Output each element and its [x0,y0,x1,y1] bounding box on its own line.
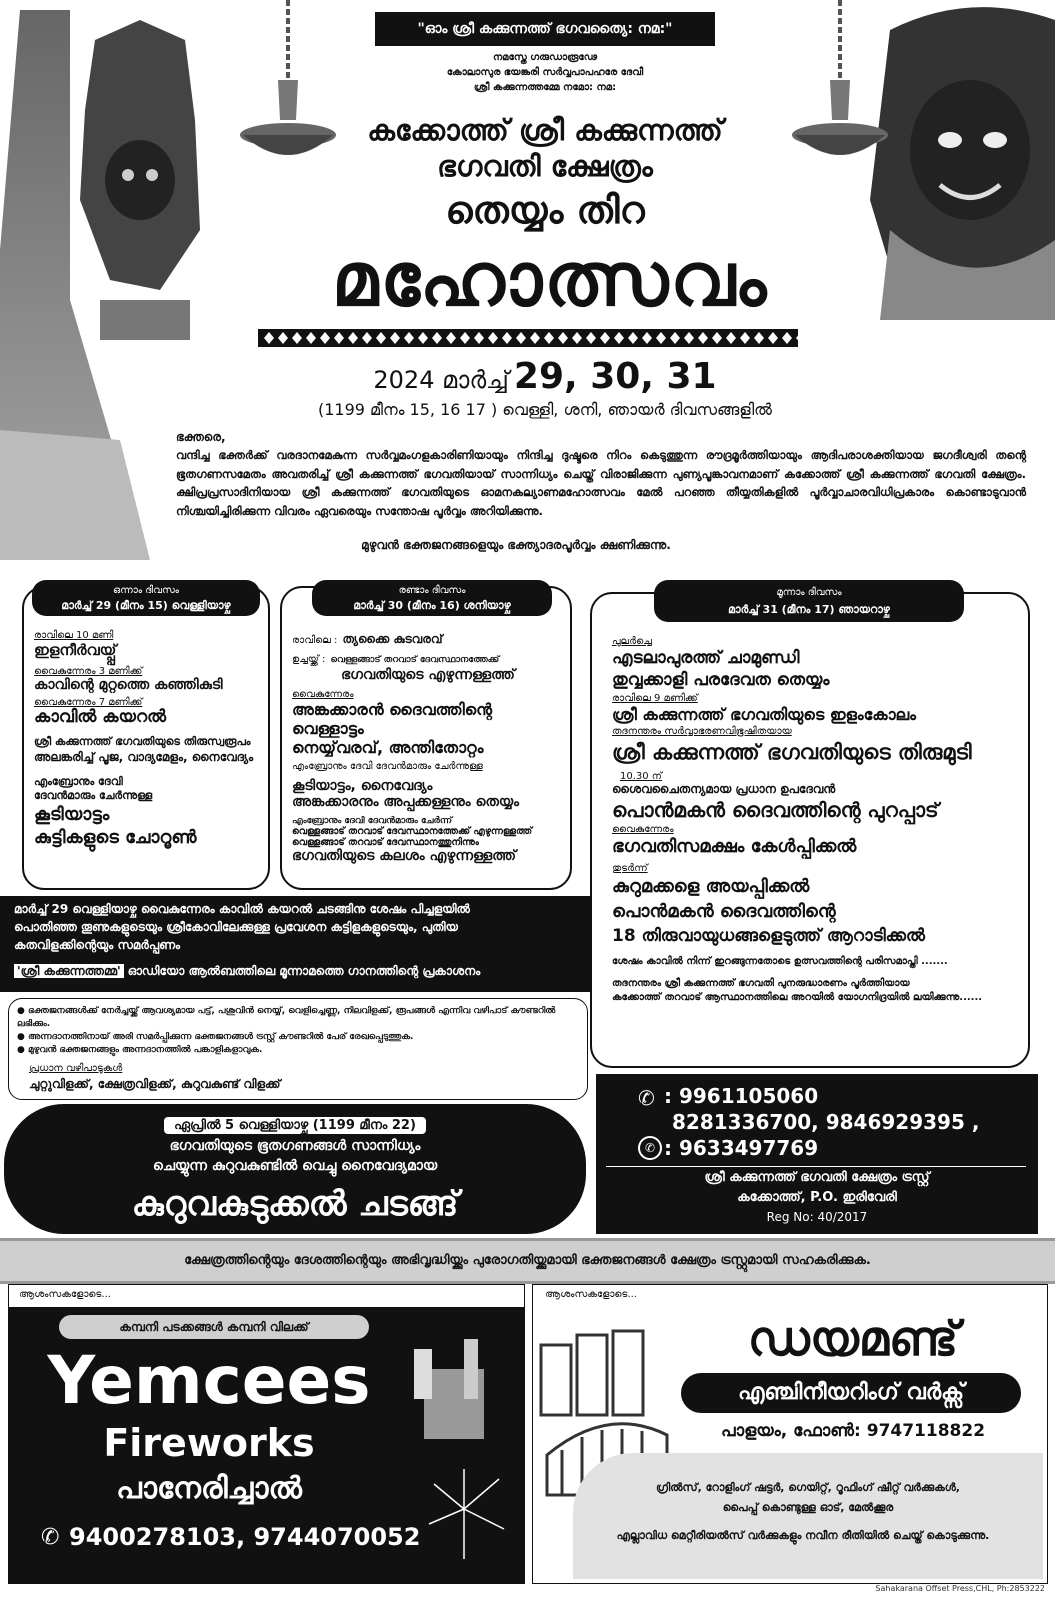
time-label: തദനന്തരം സർവ്വാഭരണവിഭൂഷിതയായ [612,726,792,737]
day3-schedule [612,636,1020,1005]
temple-name [270,112,820,184]
printer-credit: Sahakarana Offset Press,CHL, Ph:2853222 [875,1584,1045,1593]
ad-brand-sub: Fireworks [103,1421,315,1465]
ad-service-line: ഗ്രിൽസ്, റോളിംഗ് ഷട്ടർ, ഗെയിറ്റ്, റൂഫിംഗ് ഷീറ്റ് വർക്കുകൾ, [656,1481,960,1494]
date-days: 29, 30, 31 [513,356,717,397]
ritual-note: എംബ്രോനും ദേവി [34,775,123,788]
ad-greeting: ആശംസകളോടെ... [19,1289,111,1300]
time-label: വൈകുന്നേരം 7 മണിക്ക് [34,697,143,708]
ritual-note: ശൈവചൈതന്യമായ പ്രധാന ഉപദേവൻ [612,782,836,796]
ritual-note: എംബ്രോനും ദേവി ദേവൻമാരും ചേർന്നുള്ള [292,761,483,772]
album-name: 'ശ്രീ കക്കുന്നത്തമ്മ' [14,964,124,978]
consecration-notice [0,896,590,992]
day2-title: രണ്ടാം ദിവസം [398,585,466,596]
day3-header [654,580,964,622]
ritual-item: കാവിന്റെ മുറ്റത്തെ കഞ്ഞികുടി [34,677,223,693]
time-label: പുലർച്ചെ [612,636,652,647]
ritual-item: പൊൻമകൻ ദൈവത്തിന്റെ പുറപ്പാട് [612,798,939,822]
ritual-item: പൊൻമകൻ ദൈവത്തിന്റെ [612,901,836,922]
day1-title: ഒന്നാം ദിവസം [113,585,179,596]
ad-brand: ഡയമണ്ട് [747,1311,959,1367]
time-label: രാവിലെ 9 മണിക്ക് [612,693,698,704]
april-date: ഏപ്രിൽ 5 വെള്ളിയാഴ്ച (1199 മീനം 22) [164,1117,426,1134]
temple-name-line1: കക്കോത്ത് ശ്രീ കക്കുന്നത്ത് [367,113,723,147]
ad-services-panel [573,1453,1043,1579]
ritual-item: അലങ്കരിച്ച് പൂജ, വാദ്യമേളം, നൈവേദ്യം [34,750,254,764]
offering-bullet: ● അന്നദാനത്തിനായ് അരി സമർപ്പിക്കുന്ന ഭക്തജനങ്ങൾ ട്രസ്റ്റ് കൗണ്ടറിൽ പേര് രേഖപ്പെടുത്തുക. [17,1032,414,1042]
ritual-item: അങ്കക്കാരനും അപ്പക്കള്ളനും തെയ്യം [292,794,519,810]
date-prefix: 2024 മാർച്ച് [373,366,509,394]
trust-address: കക്കോത്ത്, P.O. ഇരിവേരി [737,1190,897,1205]
phone-icon: ✆ [638,1086,655,1110]
time-label: 10.30 ന് [620,771,662,782]
ad-phone: 9400278103, 9744070052 [69,1523,421,1551]
ritual-note: വെള്ളങ്ങാട് തറവാട് ദേവസ്ഥാനത്തേക്ക് എഴുന്നള്ളത്ത് [292,826,533,837]
ritual-item: എടലാപുരത്ത് ചാമുണ്ഡി [612,648,800,668]
intro-salutation: ഭക്തരെ, [176,430,226,444]
ad-tagline: കമ്പനി പടക്കങ്ങൾ കമ്പനി വിലക്ക് [59,1315,369,1339]
phone-primary: : 9961105060 [664,1084,819,1108]
trust-reg: Reg No: 40/2017 [766,1210,868,1224]
day2-date: മാർച്ച് 30 (മീനം 16) ശനിയാഴ്ച [353,599,511,612]
ritual-item: കുട്ടികളുടെ ചോറൂൺ [34,827,197,848]
time-label: രാവിലെ : [292,635,338,646]
whatsapp-icon: ✆ [638,1136,662,1160]
day1-date: മാർച്ച് 29 (മീനം 15) വെള്ളിയാഴ്ച [61,599,231,612]
april-line: ഭഗവതിയുടെ ഭൂതഗണങ്ങൾ സാന്നിധ്യം [169,1138,421,1154]
date-subtitle: (1199 മീനം 15, 16 17 ) വെള്ളി, ശനി, ഞായർ ദിവസങ്ങളിൽ [317,400,773,419]
offering-bullet: ● ഭക്തജനങ്ങൾക്ക് നേർച്ചയ്ക്ക് ആവശ്യമായ പട്ട്, പശുവിൻ നെയ്യ്, വെളിച്ചെണ്ണ, നിലവിളക്ക്, രൂപങ്ങൾ എന്നിവ വഴിപാട് കൗണ്ടറിൽ ലഭിക്കും. [17,1006,556,1029]
decorative-border [258,329,798,347]
time-label: വൈകുന്നേരം [612,824,674,835]
ritual-note: ദേവൻമാരും ചേർന്നുള്ള [34,789,153,802]
notice-line: കതവിളക്കിന്റെയും സമർപ്പണം [14,938,181,952]
contact-box [596,1074,1038,1234]
ad-place-phone: പാളയം, ഫോൺ: 9747118822 [720,1421,986,1441]
event-title: തെയ്യം തിറ [445,188,645,232]
prayer-line: കോലാസുര ഭയങ്കരി സർവ്വപാപഹരേ ദേവീ [446,67,644,78]
phone-secondary: 8281336700, 9846929395 , [672,1110,980,1134]
ritual-note: കക്കോത്ത് തറവാട് ആസ്ഥാനത്തിലെ അറയിൽ യോഗനിദ്രയിൽ ലയിക്കുന്നു...... [612,992,983,1003]
appeal-strip [0,1238,1055,1284]
notice-line: മാർച്ച് 29 വെള്ളിയാഴ്ച വൈകുന്നേരം കാവിൽ കയറൽ ചടങ്ങിനു ശേഷം പിച്ചളയിൽ [14,902,470,916]
ritual-item: ഭഗവതിയുടെ കലശം എഴുന്നള്ളത്ത് [292,848,517,864]
ritual-note: എംബ്രോനും ദേവി ദേവൻമാരും ചേർന്ന് [292,816,452,826]
day3-title: മൂന്നാം ദിവസം [776,587,842,598]
offerings-box [8,998,588,1100]
ad-right [532,1284,1048,1584]
ad-brand-sub: എഞ്ചിനീയറിംഗ് വർക്സ് [681,1373,1021,1413]
ad-left [8,1284,525,1584]
appeal-text: ക്ഷേത്രത്തിന്റെയും ദേശത്തിന്റെയും അഭിവൃദ്ധിയ്ക്കും പുരോഗതിയ്ക്കുമായി ഭക്തജനങ്ങൾ ക്ഷേത്രം ട്രസ്റ്റുമായി സഹകരിക്കുക. [184,1253,871,1268]
day1-header [32,580,260,616]
ad-greeting: ആശംസകളോടെ... [545,1289,637,1300]
ritual-item: ശ്രീ കക്കുന്നത്ത് ഭഗവതിയുടെ തിരുമുടി [612,740,972,764]
prayer-lines [380,50,710,95]
time-label: വൈകുന്നേരം [292,689,354,700]
invocation-text: "ഓം ശ്രീ കക്കുന്നത്ത് ഭഗവത്യൈ: നമ:" [417,21,673,37]
ritual-item: കുറുമക്കളെ അയപ്പിക്കൽ [612,876,810,897]
ritual-item: കൂടിയാട്ടം, നൈവേദ്യം [292,778,433,794]
ritual-note: ശേഷം കാവിൽ നിന്ന് ഇറങ്ങുന്നതോടെ ഉത്സവത്തിന്റെ പരിസമാപ്തി ....... [612,956,948,967]
notice-line: പൊതിഞ്ഞ തൂണുകളുടെയും ശ്രീകോവിലേക്കുള്ള പ്രവേശന കട്ടിളകളുടെയും, പുതിയ [14,920,458,934]
time-label: ഉച്ചയ്ക്ക് : [292,654,326,665]
phone-icon: ✆ [41,1525,60,1550]
ritual-item: ശ്രീ കക്കുന്നത്ത് ഭഗവതിയുടെ ഇളംകോലം [612,705,916,724]
ritual-note: ശ്രീ കക്കുന്നത്ത് ഭഗവതിയുടെ തിരുസ്വരൂപം [34,735,251,748]
ad-service-line: എല്ലാവിധ മെറ്റീരിയൽസ് വർക്കുകളും നവീന രീതിയിൽ ചെയ്ത് കൊടുക്കുന്നു. [616,1529,990,1542]
ritual-item: ഇളനീർവയ്പ്പ് [34,641,117,659]
ad-brand: Yemcees [47,1342,371,1419]
main-offerings-items: ചുറ്റുവിളക്ക്, ക്ഷേത്രവിളക്ക്, കുറുവകുണ്ട് വിളക്ക് [29,1077,281,1091]
time-label: രാവിലെ 10 മണി [34,630,114,641]
trust-name: ശ്രീ കക്കുന്നത്ത് ഭഗവതി ക്ഷേത്രം ട്രസ്റ്റ് [704,1170,930,1185]
ad-service-line: പൈപ്പ് കൊണ്ടുള്ള ഓട്, മേൽക്കൂര [722,1501,894,1514]
ritual-item: കൂടിയാട്ടം [34,804,110,825]
day2-header [312,580,552,616]
intro-closing: മുഴുവൻ ഭക്തജനങ്ങളെയും ഭക്ത്യാദരപൂർവ്വം ക്ഷണിക്കുന്നു. [361,538,671,552]
album-release [14,964,480,979]
ritual-note: വെള്ളങ്ങാട് തറവാട് ദേവസ്ഥാനത്തുനിന്നും [292,837,479,848]
ritual-item: കാവിൽ കയറൽ [34,707,167,727]
april-ritual-box [4,1104,586,1234]
ritual-item: അങ്കക്കാരൻ ദൈവത്തിന്റെ വെള്ളാട്ടം [292,700,493,738]
intro-body: വന്ദിച്ച ഭക്തർക്ക് വരദാനമേകുന്ന സർവ്വമംഗളകാരിണിയായും നിന്ദിച്ച ദുഷ്ടരെ നിറം കെടുത്തുന്ന രൗദ്രമൂർത്തിയായും ആദിപരാശക്തിയായ ജഗദീശ്വരി തന്റെ ഭൂതഗണസമേതം അവതരിച്ച് ശ്രീ കക്കുന്നത്ത് ഭഗവതിയായ് സാന്നിധ്യം ചെയ്ത് വിരാജിക്കുന്ന പുണ്യപൂങ്കാവനമാണ് കക്കോത്ത് ശ്രീ കക്കുന്നത്ത് ഭഗവതി ക്ഷേത്രം. ക്ഷിപ്രപ്രസാദിനിയായ ശ്രീ കക്കുന്നത്ത് ഭഗവതിയുടെ ഓമനകല്യാണമഹോത്സവം മേൽ പറഞ്ഞ തീയ്യതികളിൽ പൂർവ്വാചാരവിധിപ്രകാരം കൊണ്ടാടുവാൻ നിശ്ചയിച്ചിരിക്കുന്ന വിവരം ഏവരെയും സന്തോഷ പൂർവ്വം അറിയിക്കുന്നു. [176,448,1026,518]
april-line: ചെയ്യുന്ന കുറുവകുണ്ടിൽ വെച്ചു നൈവേദ്യമായ [152,1158,438,1174]
ritual-item: ഭഗവതിസമക്ഷം കേൾപ്പിക്കൽ [612,836,857,857]
time-label: വൈകുന്നേരം 3 മണിക്ക് [34,666,143,677]
ritual-item: ഭഗവതിയുടെ എഴുന്നള്ളത്ത് [341,667,515,683]
album-release-text: ഓഡിയോ ആൽബത്തിലെ മൂന്നാമത്തെ ഗാനത്തിന്റെ പ്രകാശനം [127,964,481,978]
phone-whatsapp: : 9633497769 [664,1136,819,1160]
offering-bullet: ● മുഴുവൻ ഭക്തജനങ്ങളും അന്നദാനത്തിൽ പങ്കാളികളാവുക. [17,1045,263,1055]
festival-title: മഹോത്സവം [331,237,769,323]
ritual-item: 18 തിരുവായുധങ്ങളെടുത്ത് ആറാടിക്കൽ [612,926,925,946]
main-offerings-label: പ്രധാന വഴിപാടുകൾ [29,1063,123,1074]
day2-schedule [292,628,564,864]
day1-schedule [34,630,262,849]
ritual-item: നെയ്യ്‌വരവ്, അന്തിതോറ്റം [292,738,484,757]
prayer-line: നമസ്തേ ഗരുഡാരൂഢേ [492,52,598,63]
fireworks-image [404,1309,522,1579]
ritual-note: വെള്ളങ്ങാട് തറവാട് ദേവസ്ഥാനത്തേക്ക് [330,655,500,665]
temple-name-line2: ഭഗവതി ക്ഷേത്രം [437,149,653,183]
time-label: തുടർന്ന് [612,863,648,874]
ritual-item: ത്യക്കൈ കുടവരവ് [342,632,443,646]
ritual-item: തുവ്വക്കാളി പരദേവത തെയ്യം [612,670,830,690]
prayer-line: ശ്രീ കക്കുന്നത്തമ്മേ നമോ: നമ: [473,82,617,93]
ritual-note: തദനന്തരം ശ്രീ കക്കുന്നത്ത് ഭഗവതി പുനരുദ്ധാരണം പൂർത്തിയായ [612,978,910,989]
april-title: കുറുവകുടുക്കൽ ചടങ്ങ് [131,1184,459,1224]
invocation-banner [375,12,715,46]
ad-place: പാനേരിച്ചാൽ [116,1471,302,1506]
day3-date: മാർച്ച് 31 (മീനം 17) ഞായറാഴ്ച [728,603,890,616]
